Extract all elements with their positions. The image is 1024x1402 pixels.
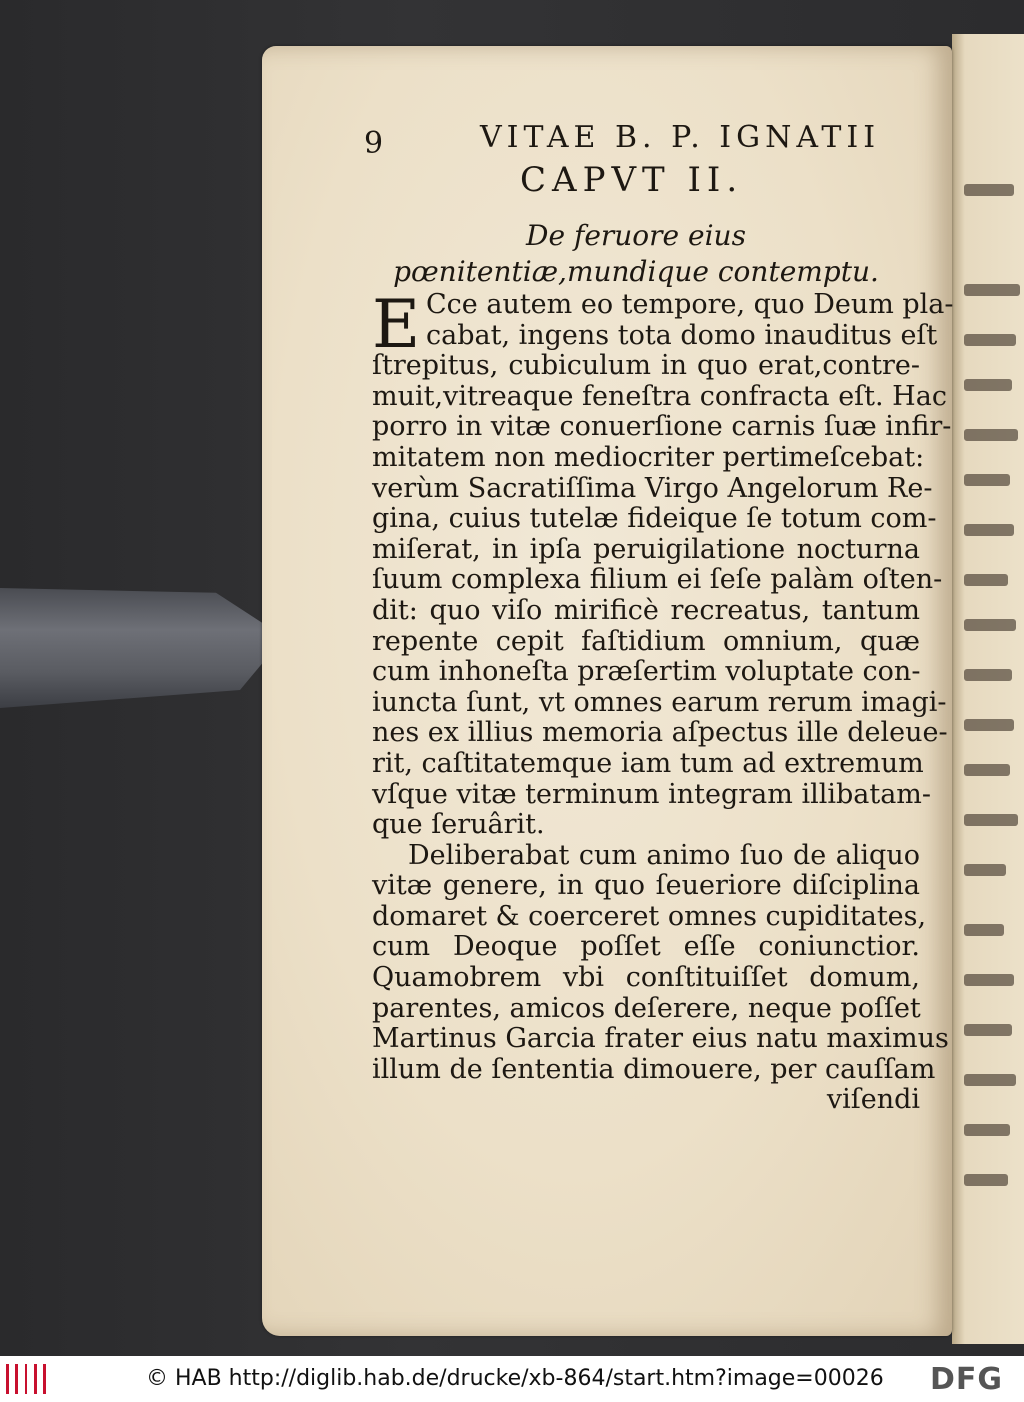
adjacent-text-line (964, 924, 1004, 936)
text-line: verùm Sacratiſſima Virgo Angelorum Re- (372, 472, 933, 504)
text-line: gina, cuius tutelæ fideique ſe totum com- (372, 503, 937, 535)
dfg-logo: DFG (930, 1362, 1004, 1397)
adjacent-text-line (964, 524, 1014, 536)
adjacent-text-line (964, 764, 1010, 776)
chapter-subtitle: De feruore eius pœnitentiæ,mundique contemptu. (393, 219, 879, 288)
adjacent-text-line (964, 1124, 1010, 1136)
text-line: ſuum complexa filium ei ſeſe palàm oſten- (372, 564, 943, 596)
adjacent-text-line (964, 574, 1008, 586)
page-folio: 9 (364, 126, 384, 161)
text-line: Quamobrem vbi conſtituiſſet domum, (372, 962, 920, 994)
text-line: mitatem non mediocriter pertimeſcebat: (372, 441, 925, 473)
adjacent-text-line (964, 864, 1006, 876)
adjacent-text-line (964, 719, 1014, 731)
text-line: vſque vitæ terminum integram illibatam- (372, 778, 932, 810)
hab-logo-icon (6, 1364, 46, 1394)
adjacent-text-line (964, 184, 1014, 196)
adjacent-text-line (964, 1024, 1012, 1036)
text-line: Martinus Garcia frater eius natu maximus (372, 1023, 949, 1055)
text-line: miſerat, in ipſa peruigilatione nocturna (372, 533, 920, 565)
text-line: porro in vitæ conuerſione carnis ſuæ infir- (372, 411, 952, 443)
text-line: iuncta ſunt, vt omnes earum rerum imagi- (372, 686, 947, 718)
footer-bar (0, 1356, 1024, 1402)
adjacent-text-line (964, 474, 1010, 486)
text-line: dit: quo viſo mirificè recreatus, tantum (372, 594, 920, 626)
adjacent-text-line (964, 974, 1014, 986)
text-line: nes ex illius memoria aſpectus ille deleue- (372, 717, 948, 749)
text-line: domaret & coerceret omnes cupiditates, (372, 900, 927, 932)
text-line: rit, caſtitatemque iam tum ad extremum (372, 747, 924, 779)
copyright-credit: © HAB http://diglib.hab.de/drucke/xb-864/start.htm?image=00026 (146, 1366, 884, 1391)
adjacent-text-line (964, 379, 1012, 391)
adjacent-text-line (964, 619, 1016, 631)
body-text (372, 286, 954, 1116)
text-line: que ſeruârit. (372, 809, 545, 841)
text-line: parentes, amicos deſerere, neque poſſet (372, 992, 921, 1024)
text-line: cum inhoneſta præſertim voluptate con- (372, 656, 921, 688)
adjacent-page-edge (952, 34, 1024, 1344)
adjacent-text-line (964, 669, 1012, 681)
bookmark-ribbon (0, 588, 300, 708)
chapter-heading: CAPVT II. (520, 160, 744, 200)
text-line: cum Deoque poſſet eſſe coniunctior. (372, 931, 920, 963)
adjacent-text-line (964, 284, 1020, 296)
text-line: vitæ genere, in quo ſeueriore diſciplina (372, 870, 920, 902)
adjacent-text-line (964, 1074, 1016, 1086)
text-line: Deliberabat cum animo ſuo de aliquo (408, 839, 920, 871)
drop-cap: E (372, 286, 421, 363)
adjacent-text-line (964, 334, 1016, 346)
text-line: Cce autem eo tempore, quo Deum pla- (426, 289, 954, 320)
running-head: VITAE B. P. IGNATII (480, 120, 881, 155)
adjacent-text-line (964, 429, 1018, 441)
text-line: cabat, ingens tota domo inauditus eſt (426, 319, 938, 351)
adjacent-text-line (964, 814, 1018, 826)
text-line: muit,vitreaque feneſtra confracta eſt. Hac (372, 380, 947, 412)
catchword: viſendi (826, 1084, 920, 1116)
adjacent-text-line (964, 1174, 1008, 1186)
text-line: illum de ſententia dimouere, per cauſſam (372, 1053, 936, 1085)
text-line: repente cepit faſtidium omnium, quæ (372, 625, 920, 657)
text-line: ſtrepitus, cubiculum in quo erat,contre- (372, 350, 920, 382)
